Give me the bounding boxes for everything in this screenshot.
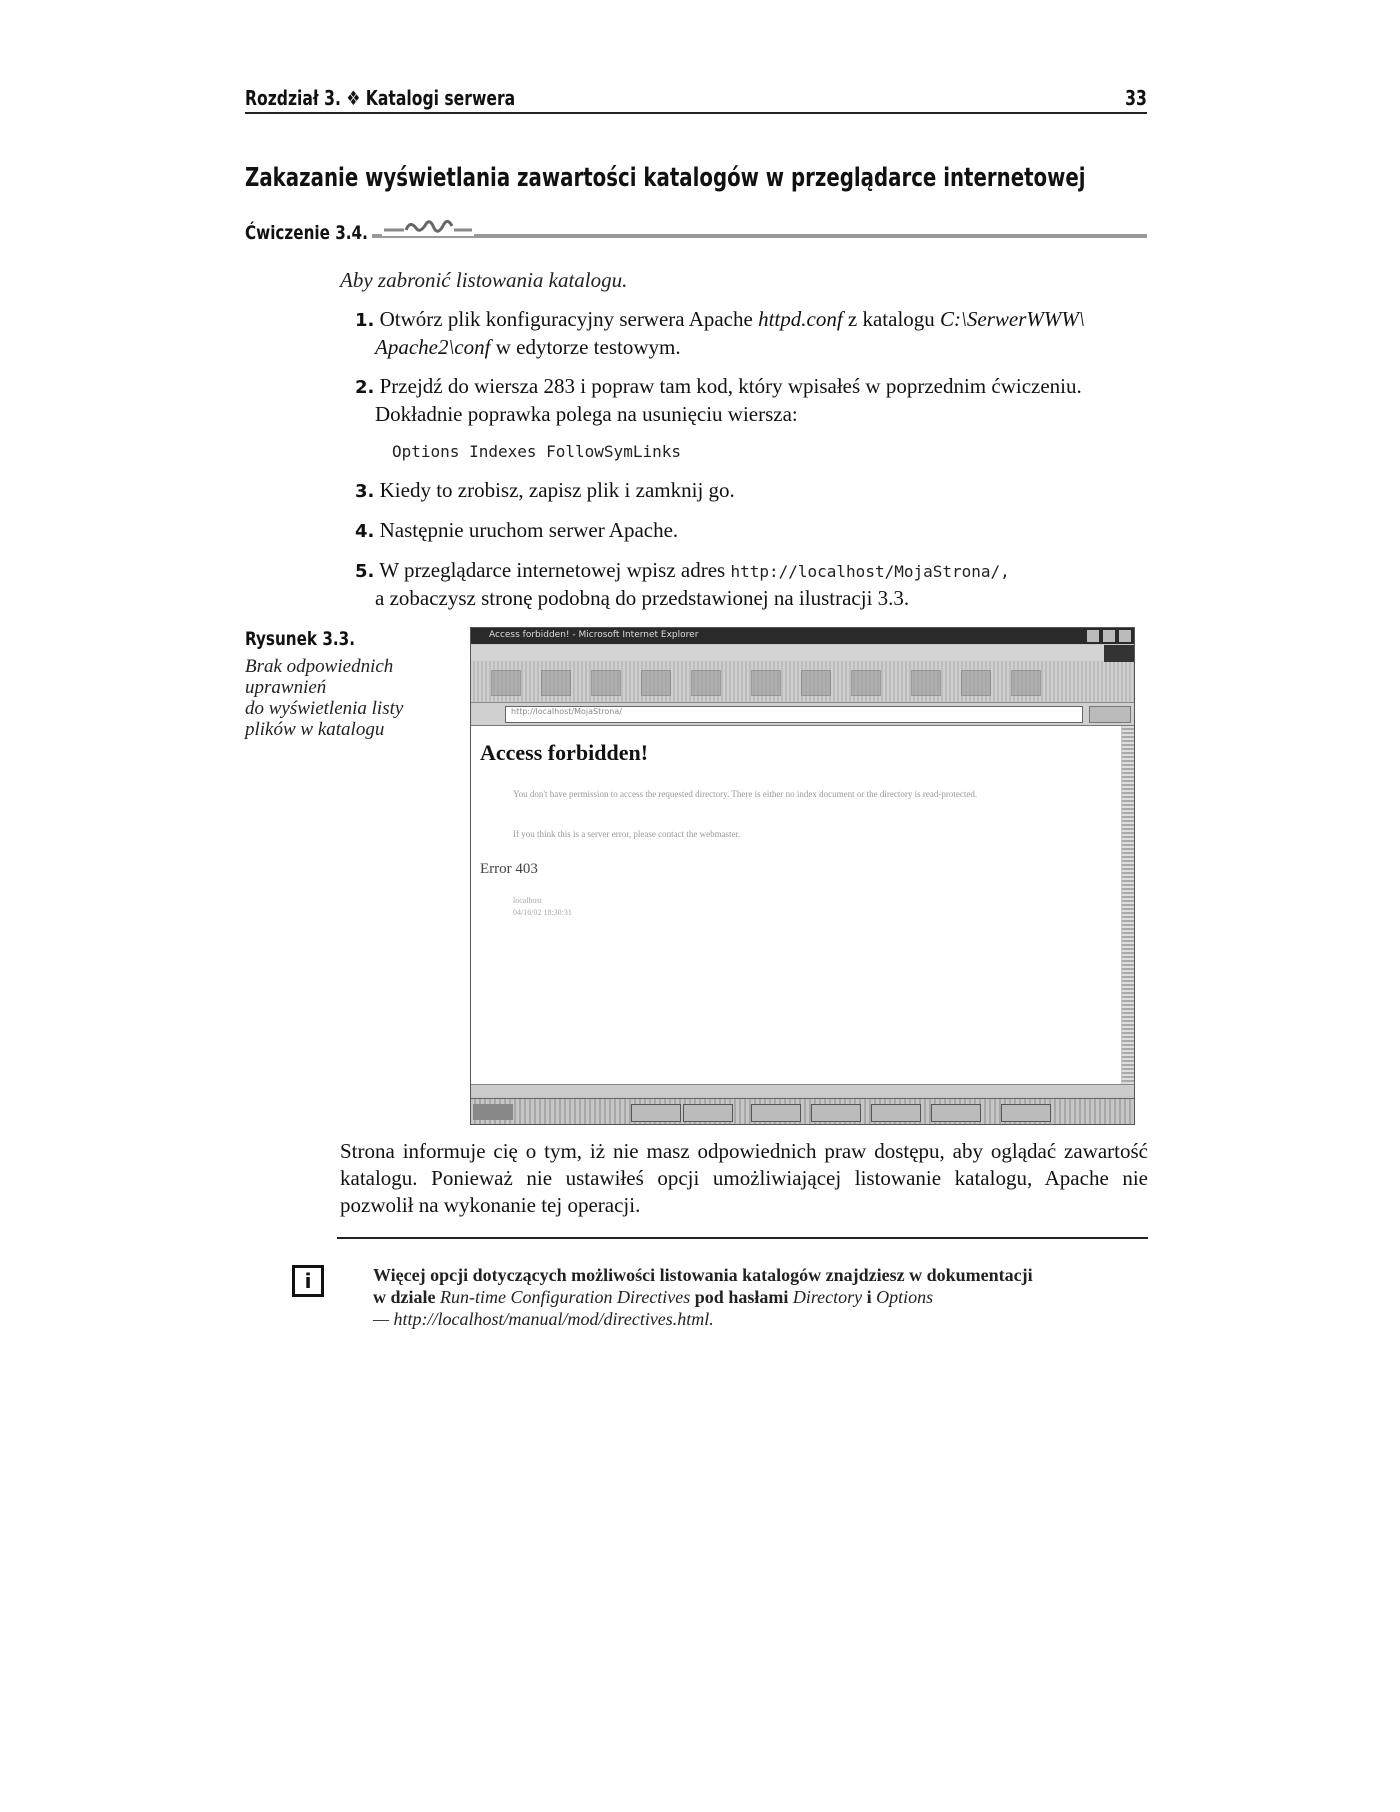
stop-icon bbox=[591, 670, 621, 696]
address-text: http://localhost/MojaStrona/ bbox=[511, 707, 622, 716]
section-title: Zakazanie wyświetlania zawartości katalogów w przeglądarce internetowej bbox=[245, 163, 1086, 193]
error-contact: If you think this is a server error, please contact the webmaster. bbox=[513, 829, 741, 839]
start-button bbox=[473, 1104, 513, 1120]
search-icon bbox=[751, 670, 781, 696]
step-3 bbox=[355, 477, 1155, 505]
task-button bbox=[931, 1104, 981, 1122]
step-number: 5. bbox=[355, 561, 375, 582]
code-line: Options Indexes FollowSymLinks bbox=[392, 442, 681, 461]
step-text: Otwórz plik konfiguracyjny serwera Apache bbox=[379, 307, 759, 331]
note-term: Options bbox=[876, 1287, 934, 1307]
window-title: Access forbidden! - Microsoft Internet Explorer bbox=[489, 630, 699, 640]
info-icon bbox=[292, 1265, 324, 1297]
home-icon bbox=[691, 670, 721, 696]
step-text: a zobaczysz stronę podobną do przedstawionej na ilustracji 3.3. bbox=[375, 586, 910, 610]
exercise-label: Ćwiczenie 3.4. bbox=[245, 222, 368, 244]
note-text: pod hasłami bbox=[690, 1287, 793, 1307]
step-5 bbox=[355, 557, 1155, 612]
note-text: i bbox=[862, 1287, 877, 1307]
step-text: Kiedy to zrobisz, zapisz plik i zamknij go. bbox=[379, 478, 735, 502]
go-button bbox=[1089, 706, 1131, 723]
running-header bbox=[245, 86, 1147, 114]
path: C:\SerwerWWW\ bbox=[940, 307, 1085, 331]
vertical-scrollbar bbox=[1122, 726, 1134, 1084]
step-number: 1. bbox=[355, 310, 375, 331]
error-message: You don't have permission to access the requested directory. There is either no index document or the directory is read-protected. bbox=[513, 789, 978, 799]
browser-screenshot bbox=[470, 627, 1135, 1125]
page-content bbox=[471, 726, 1121, 1084]
favorites-icon bbox=[801, 670, 831, 696]
server-host: localhost bbox=[513, 896, 542, 905]
info-glyph-icon: i bbox=[304, 1269, 312, 1293]
browser-toolbar bbox=[471, 662, 1134, 703]
step-text: z katalogu bbox=[842, 307, 941, 331]
caption-line: do wyświetlenia listy bbox=[245, 698, 404, 719]
figure-description bbox=[245, 656, 430, 740]
note-term: Run-time Configuration Directives bbox=[440, 1287, 691, 1307]
exercise-intro: Aby zabronić listowania katalogu. bbox=[340, 268, 628, 292]
exercise-rule bbox=[372, 234, 1147, 238]
edit-icon bbox=[1011, 670, 1041, 696]
step-number: 2. bbox=[355, 377, 375, 398]
step-text: Następnie uruchom serwer Apache. bbox=[379, 518, 679, 542]
figure-caption bbox=[245, 628, 430, 740]
history-icon bbox=[851, 670, 881, 696]
step-2 bbox=[355, 373, 1155, 428]
task-button bbox=[631, 1104, 681, 1122]
back-icon bbox=[491, 670, 521, 696]
filename: httpd.conf bbox=[758, 307, 843, 331]
caption-line: plików w katalogu bbox=[245, 719, 385, 740]
server-timestamp: 04/16/02 18:30:31 bbox=[513, 908, 572, 917]
step-text: w edytorze testowym. bbox=[490, 335, 681, 359]
task-button bbox=[751, 1104, 801, 1122]
body-paragraph: Strona informuje cię o tym, iż nie masz odpowiednich praw dostępu, aby oglądać zawartość katalogu. Ponieważ nie ustawiłeś opcji umożliwiającej listowanie katalogu, Apache nie pozwolił na wykonanie tej operacji. bbox=[340, 1139, 1148, 1217]
taskbar bbox=[471, 1098, 1134, 1125]
menu-bar bbox=[471, 645, 1134, 661]
path: Apache2\conf bbox=[375, 335, 491, 359]
task-button bbox=[811, 1104, 861, 1122]
step-text: Dokładnie poprawka polega na usunięciu wiersza: bbox=[375, 402, 798, 426]
task-button bbox=[1001, 1104, 1051, 1122]
step-4 bbox=[355, 517, 1155, 545]
url: http://localhost/MojaStrona/, bbox=[730, 562, 1010, 581]
step-number: 3. bbox=[355, 481, 375, 502]
step-number: 4. bbox=[355, 521, 375, 542]
error-heading: Access forbidden! bbox=[480, 740, 649, 765]
note-term: Directory bbox=[792, 1287, 863, 1307]
separator-rule bbox=[337, 1237, 1148, 1239]
forward-icon bbox=[541, 670, 571, 696]
error-code: Error 403 bbox=[480, 861, 538, 877]
note-line: Więcej opcji dotyczących możliwości listowania katalogów znajdziesz w dokumentacji bbox=[373, 1265, 1033, 1285]
browser-logo-icon bbox=[1104, 645, 1134, 663]
chapter-title: Rozdział 3. ❖ Katalogi serwera bbox=[245, 86, 516, 110]
info-note bbox=[373, 1264, 1133, 1330]
step-text: W przeglądarce internetowej wpisz adres bbox=[379, 558, 731, 582]
caption-line: Brak odpowiednich bbox=[245, 656, 394, 677]
print-icon bbox=[961, 670, 991, 696]
mail-icon bbox=[911, 670, 941, 696]
page-number: 33 bbox=[1125, 86, 1147, 110]
note-text: w dziale bbox=[373, 1287, 440, 1307]
window-controls-icon bbox=[1087, 630, 1131, 642]
ornament-icon bbox=[382, 216, 474, 236]
note-url: — http://localhost/manual/mod/directives.html. bbox=[373, 1309, 714, 1329]
figure-label: Rysunek 3.3. bbox=[245, 628, 356, 650]
address-bar bbox=[471, 703, 1134, 726]
task-button bbox=[871, 1104, 921, 1122]
caption-line: uprawnień bbox=[245, 677, 327, 698]
step-1 bbox=[355, 306, 1155, 361]
refresh-icon bbox=[641, 670, 671, 696]
task-button bbox=[683, 1104, 733, 1122]
status-bar bbox=[471, 1084, 1134, 1096]
step-text: Przejdź do wiersza 283 i popraw tam kod, który wpisałeś w poprzednim ćwiczeniu. bbox=[379, 374, 1082, 398]
